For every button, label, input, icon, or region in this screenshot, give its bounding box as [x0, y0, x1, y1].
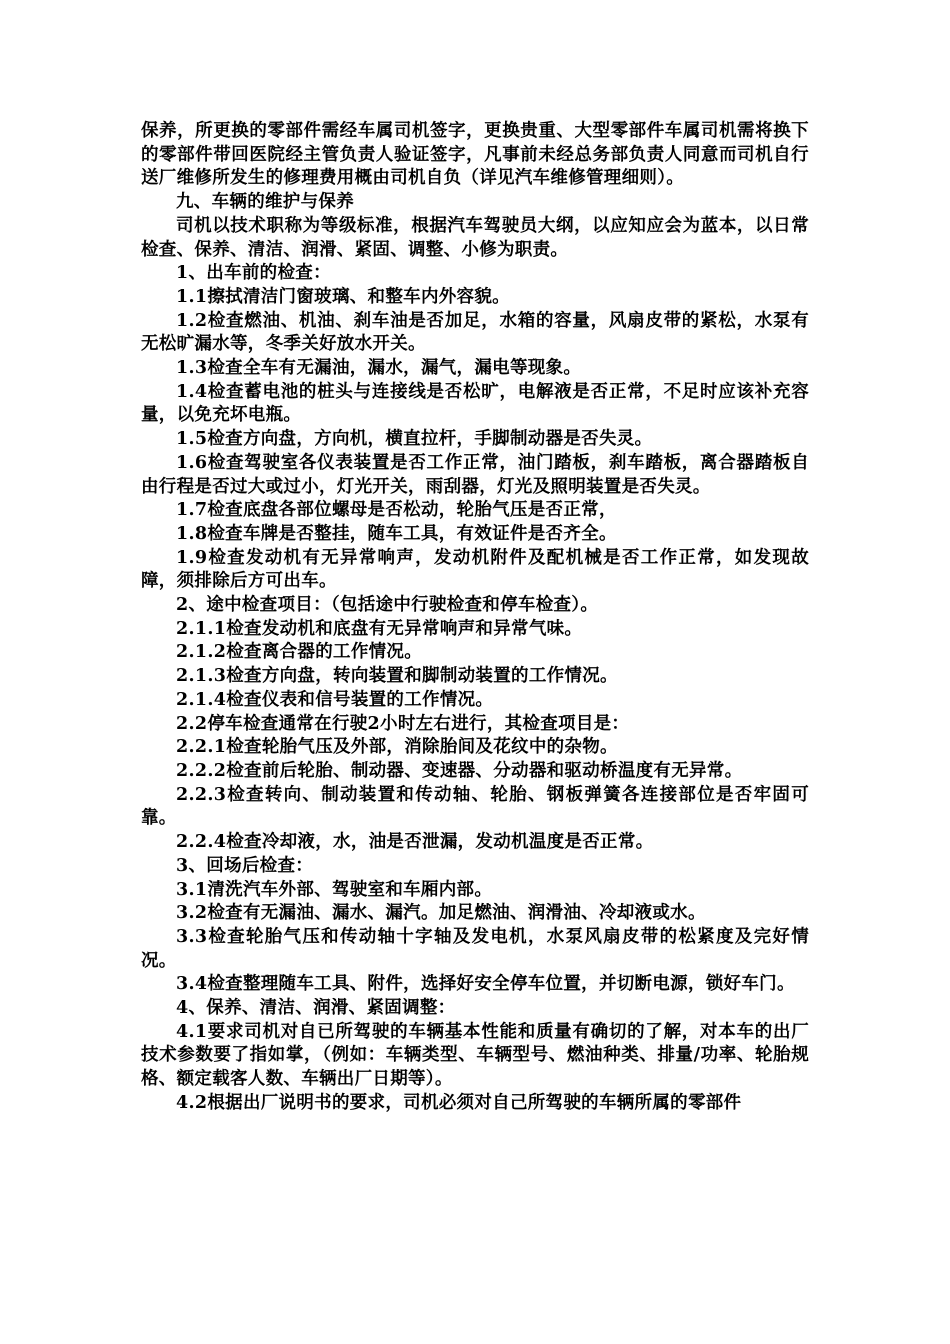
list-item-1-8: 1.8检查车牌是否整挂，随车工具，有效证件是否齐全。 — [176, 523, 617, 544]
list-item-1-9: 1.9检查发动机有无异常响声，发动机附件及配机械是否工作正常，如发现故障，须排除后方可出车。 — [141, 547, 809, 592]
list-item-2-2: 2.2停车检查通常在行驶2小时左右进行，其检查项目是： — [176, 713, 630, 734]
list-item-3-4: 3.4检查整理随车工具、附件，选择好安全停车位置，并切断电源，锁好车门。 — [176, 974, 795, 995]
list-item-2-1-4: 2.1.4检查仪表和信号装置的工作情况。 — [176, 689, 494, 710]
list-item-2-1-2: 2.1.2检查离合器的工作情况。 — [176, 642, 423, 663]
list-item-2-2-2: 2.2.2检查前后轮胎、制动器、变速器、分动器和驱动桥温度有无异常。 — [176, 760, 743, 781]
list-item-4-1: 4.1要求司机对自已所驾驶的车辆基本性能和质量有确切的了解，对本车的出厂技术参数要了指如掌，（例如：车辆类型、车辆型号、燃油种类、排量/功率、轮胎规格、额定载客人数、车辆出厂日期等）。 — [141, 1021, 809, 1090]
list-item-2-2-4: 2.2.4检查冷却液，水，油是否泄漏，发动机温度是否正常。 — [176, 832, 654, 853]
document-body — [141, 120, 809, 1116]
list-item-1-7: 1.7检查底盘各部位螺母是否松动，轮胎气压是否正常， — [176, 500, 617, 521]
subheading-3: 3、回场后检查： — [176, 855, 314, 876]
list-item-1-2: 1.2检查燃油、机油、刹车油是否加足，水箱的容量，风扇皮带的紧松，水泵有无松旷漏水等，冬季关好放水开关。 — [141, 310, 809, 355]
list-item-4-2: 4.2根据出厂说明书的要求，司机必须对自己所驾驶的车辆所属的零部件 — [176, 1092, 742, 1113]
list-item-1-4: 1.4检查蓄电池的桩头与连接线是否松旷，电解液是否正常，不足时应该补充容量，以免充坏电瓶。 — [141, 381, 809, 426]
paragraph-1: 保养，所更换的零部件需经车属司机签字，更换贵重、大型零部件车属司机需将换下的零部件带回医院经主管负责人验证签字，凡事前未经总务部负责人同意而司机自行送厂维修所发生的修理费用概由司机自负（详见汽车维修管理细则）。 — [141, 121, 809, 189]
list-item-3-1: 3.1清洗汽车外部、驾驶室和车厢内部。 — [176, 879, 493, 900]
list-item-1-5: 1.5检查方向盘，方向机，横直拉杆，手脚制动器是否失灵。 — [176, 429, 653, 450]
paragraph-2: 司机以技术职称为等级标准，根据汽车驾驶员大纲，以应知应会为蓝本，以日常检查、保养、清洁、润滑、紧固、调整、小修为职责。 — [141, 215, 809, 260]
list-item-1-3: 1.3检查全车有无漏油，漏水，漏气，漏电等现象。 — [176, 358, 582, 379]
list-item-1-6: 1.6检查驾驶室各仪表装置是否工作正常，油门踏板，刹车踏板，离合器踏板自由行程是否过大或过小，灯光开关，雨刮器，灯光及照明装置是否失灵。 — [141, 452, 809, 497]
subheading-2: 2、途中检查项目：（包括途中行驶检查和停车检查）。 — [176, 595, 599, 616]
section-heading-9: 九、车辆的维护与保养 — [176, 192, 354, 213]
list-item-1-1: 1.1擦拭清洁门窗玻璃、和整车内外容貌。 — [176, 286, 510, 307]
list-item-2-2-3: 2.2.3检查转向、制动装置和传动轴、轮胎、钢板弹簧各连接部位是否牢固可靠。 — [141, 784, 809, 829]
list-item-3-3: 3.3检查轮胎气压和传动轴十字轴及发电机，水泵风扇皮带的松紧度及完好情况。 — [141, 926, 809, 971]
list-item-2-2-1: 2.2.1检查轮胎气压及外部，消除胎间及花纹中的杂物。 — [176, 737, 618, 758]
list-item-2-1-3: 2.1.3检查方向盘，转向装置和脚制动装置的工作情况。 — [176, 666, 618, 687]
subheading-1: 1、出车前的检查： — [176, 263, 331, 284]
subheading-4: 4、保养、清洁、润滑、紧固调整： — [176, 998, 456, 1019]
list-item-2-1-1: 2.1.1检查发动机和底盘有无异常响声和异常气味。 — [176, 618, 583, 639]
list-item-3-2: 3.2检查有无漏油、漏水、漏汽。加足燃油、润滑油、冷却液或水。 — [176, 903, 706, 924]
